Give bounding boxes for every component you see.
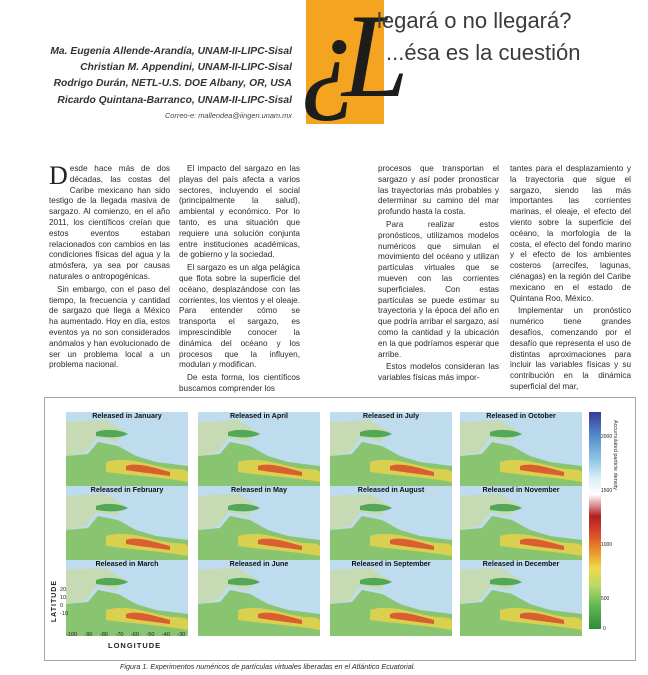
map-panel-graphic — [460, 412, 582, 488]
map-panel — [66, 486, 188, 562]
map-panel — [198, 412, 320, 488]
paragraph: procesos que transportan el sargazo y así poder pronosticar las trayectorias más probables y determinar su camino del mar profundo hasta la costa. — [378, 164, 499, 217]
axis-label-longitude: LONGITUDE — [108, 641, 162, 650]
page-title-line2: ...ésa es la cuestión — [386, 40, 581, 65]
author-block — [30, 44, 292, 122]
paragraph: El impacto del sargazo en las playas del país afecta a varios sectores, incluyendo el social (principalmente la salud), ambiental y económico. Por lo tanto, es una situación que requiere una solución conjunta entre instituciones académicas, de gobierno y la sociedad. — [179, 164, 300, 260]
body-column-3 — [378, 164, 499, 386]
axis-label-latitude: LATITUDE — [51, 580, 58, 623]
author-line: Ricardo Quintana-Barranco, UNAM-II-LIPC-Sisal — [57, 94, 292, 106]
map-panel — [198, 560, 320, 636]
paragraph: Implementar un pronóstico numérico tiene grandes desafíos, comenzando por el desafío que representa el uso de distintas aproximaciones para incluir las variables físicas y su contribución en la dinámica superficial del mar, — [510, 306, 631, 391]
map-panel — [460, 486, 582, 562]
map-panel-graphic — [330, 486, 452, 562]
lat-ticks: 20 10 0 -10 — [60, 587, 68, 617]
paragraph: tantes para el desplazamiento y la trayectoria que sigue el sargazo, siendo las más importantes las corrientes marinas, el oleaje, el efecto del viento sobre la superficie del océano, la morfología de la costa, el efecto del fondo marino y el efecto de los ambientes costeros (arrecifes, lagunas, ciénagas) en la región del Caribe mexicano en el estado de Quintana Roo, México. — [510, 164, 631, 303]
colorbar-tick-zero: 0 — [603, 626, 606, 632]
map-panel-title: Released in December — [482, 560, 560, 568]
map-panel-title: Released in May — [231, 486, 287, 494]
body-column-2 — [179, 164, 300, 397]
map-panel — [330, 560, 452, 636]
author-email: Correo-e: mallendea@iingen.unam.mx — [164, 110, 292, 120]
map-panel-title: Released in March — [95, 560, 159, 568]
map-panel-graphic — [330, 560, 452, 636]
map-panel-title: Released in September — [351, 560, 431, 568]
paragraph: Para realizar estos pronósticos, utilizamos modelos numéricos que simulan el movimiento del océano y utilizan partículas virtuales que se mueven con las corrientes superficiales. Con estas partículas se puede estimar su trayectoria y la época del año en que podría arribar el sargazo, así como la cantidad y la ubicación en la que podríamos esperar que arribe. — [378, 219, 499, 359]
colorbar — [589, 412, 601, 629]
map-panel-graphic — [66, 486, 188, 562]
page-title-line1: legará o no llegará? — [377, 8, 572, 33]
map-panel — [460, 560, 582, 636]
author-line: Christian M. Appendini, UNAM-II-LIPC-Sisal — [80, 62, 292, 74]
body-column-4 — [510, 164, 631, 395]
author-line: Rodrigo Durán, NETL-U.S. DOE Albany, OR, USA — [53, 78, 292, 90]
map-panel — [66, 412, 188, 488]
paragraph: Estos modelos consideran las variables físicas más impor- — [378, 362, 499, 383]
body-column-1 — [49, 161, 170, 373]
drop-cap: D — [49, 161, 68, 190]
map-panel — [330, 412, 452, 488]
map-panel — [330, 486, 452, 562]
figure-caption: Figura 1. Experimentos numéricos de partículas virtuales liberadas en el Atlántico Ecuatorial. — [120, 662, 416, 671]
colorbar-label: Accumulated particle density — [612, 420, 618, 491]
map-panel-title: Released in April — [229, 412, 289, 420]
paragraph: Sin embargo, con el paso del tiempo, la frecuencia y cantidad de sargazo que llega a México ha aumentado. Hoy en día, estos eventos ya no son considerados anómalos y han evolucionado de ser un problema local a un problema nacional. — [49, 284, 170, 370]
map-panel-graphic — [198, 412, 320, 488]
paragraph: El sargazo es un alga pelágica que flota sobre la superficie del océano, desplazándose con las corrientes, los vientos y el oleaje. Para entender cómo se transporta el sargazo, es imprescindible conocer la dinámica del océano y los procesos que la influyen, modulan y modifican. — [179, 263, 300, 370]
map-panel-title: Released in November — [482, 486, 560, 494]
colorbar-ticks: 2000 1500 1000 500 — [601, 434, 613, 602]
map-panel-graphic — [460, 486, 582, 562]
map-panel-title: Released in August — [357, 486, 425, 494]
map-panel — [66, 560, 188, 636]
map-panel-graphic — [330, 412, 452, 488]
title-glyph: ¿L — [300, 0, 391, 122]
map-panel-title: Released in July — [362, 412, 420, 420]
map-panel-title: Released in October — [486, 412, 556, 420]
map-panel-graphic — [198, 560, 320, 636]
map-panel — [460, 412, 582, 488]
map-panel-title: Released in February — [90, 486, 164, 494]
paragraph: De esta forma, los científicos buscamos comprender los — [179, 373, 300, 393]
map-panel — [198, 486, 320, 562]
map-panel-title: Released in June — [229, 560, 289, 568]
map-panel-title: Released in January — [92, 412, 162, 420]
author-line: Ma. Eugenia Allende-Arandía, UNAM-II-LIPC-Sisal — [50, 46, 292, 57]
lon-ticks: -100 -90 -80 -70 -60 -50 -40 -30 — [66, 632, 186, 638]
map-panel-graphic — [66, 412, 188, 488]
map-panel-graphic — [66, 560, 188, 636]
paragraph: Desde hace más de dos décadas, las costas del Caribe mexicano han sido testigo de la llegada masiva de sargazo. Al comienzo, en el año 2011, los científicos creían que estos eventos estaban relacionados con cambios en las condiciones físicas del agua y la atmósfera, ya sea por causas naturales o antropogénicas. — [49, 161, 170, 281]
map-panel-graphic — [460, 560, 582, 636]
map-panel-graphic — [198, 486, 320, 562]
